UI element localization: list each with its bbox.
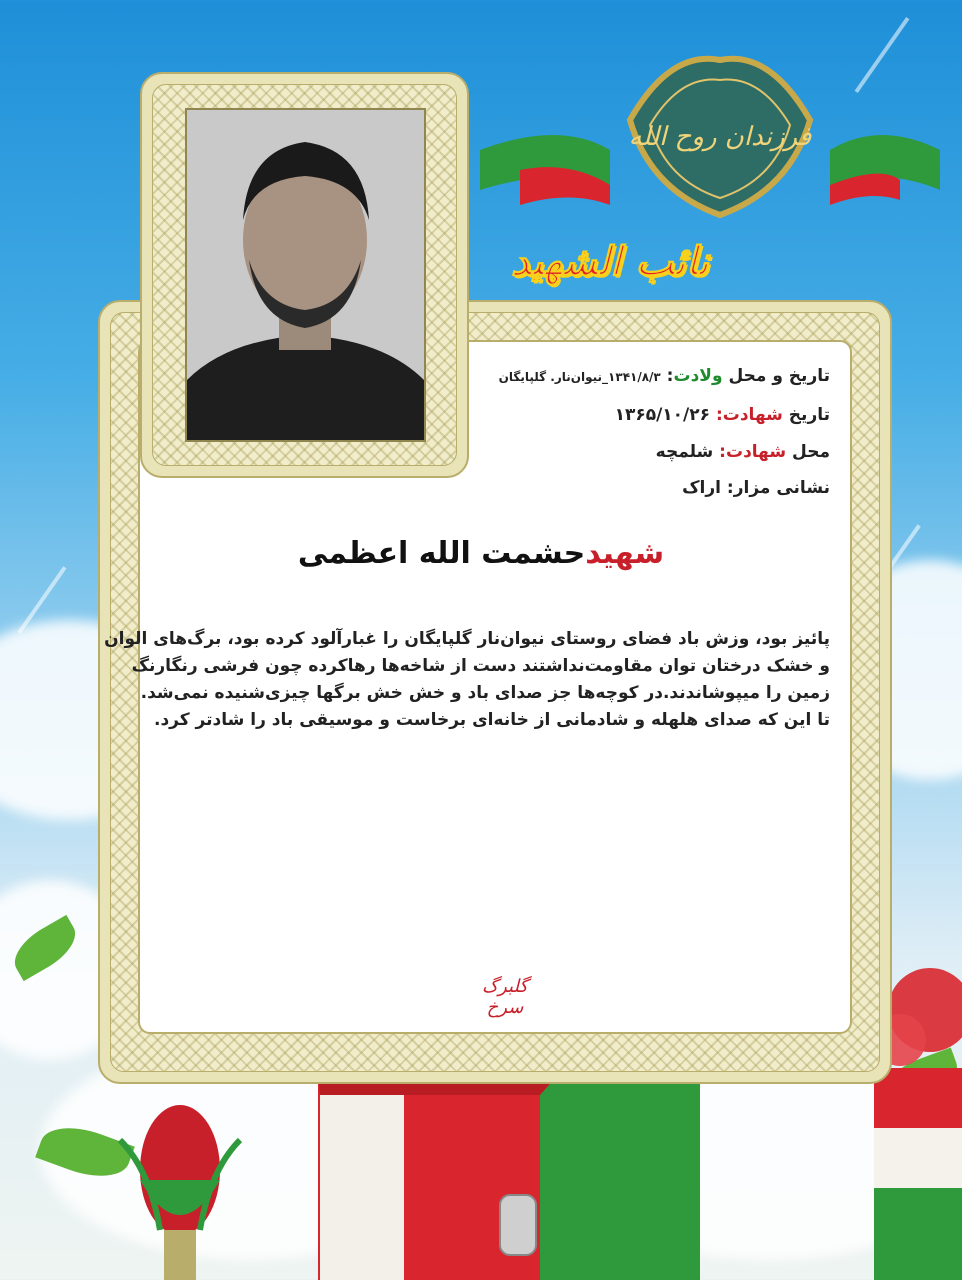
martyrdom-date-keyword: شهادت	[722, 405, 783, 425]
grave-label: نشانی مزار	[733, 478, 830, 498]
signature-logo: گلبرگ سرخ	[481, 976, 528, 1018]
emblem-text: فرزندان روح الله	[628, 122, 812, 152]
grave-value: اراک	[682, 478, 721, 498]
birth-info	[499, 366, 830, 386]
story-line: تا این که صدای هلهله و شادمانی از خانه‌ای برخاست و موسیقی باد را شادتر کرد.	[153, 710, 830, 730]
birth-keyword: ولادت	[673, 366, 723, 386]
nayeb-shahid-badge: نائب الشهید	[510, 238, 710, 285]
name-prefix: شهید	[585, 536, 665, 571]
martyrdom-place-value: شلمچه	[655, 442, 714, 462]
martyrdom-date-label: تاریخ	[782, 405, 830, 425]
portrait-silhouette-icon	[187, 110, 424, 440]
calligraphy-emblem-icon	[610, 40, 830, 230]
separator: :	[721, 478, 734, 498]
story-line: زمین را میپوشاندند.در کوچه‌ها جز صدای باد و خش خش برگها چیزی‌شنیده نمی‌شد.	[140, 683, 830, 703]
separator: :	[710, 405, 723, 425]
story-line: و خشک درختان توان مقاومت‌نداشتند دست از شاخه‌ها رهاکرده چون فرشی رنگارنگ	[131, 656, 830, 676]
grave-info	[682, 478, 830, 498]
birth-value: ۱۳۴۱/۸/۳_نیوان‌نار. گلپایگان	[498, 370, 661, 384]
birth-label: تاریخ و محل	[722, 366, 830, 386]
portrait-photo	[185, 108, 426, 442]
full-name: حشمت الله اعظمی	[297, 536, 586, 571]
story-line: پائیز بود، وزش باد فضای روستای نیوان‌نار گلپایگان را غبارآلود کرده بود، برگ‌های الوان	[104, 629, 830, 649]
biography-text	[104, 626, 830, 734]
martyrdom-place-info	[656, 442, 830, 462]
separator: :	[660, 366, 674, 386]
martyrdom-place-label: محل	[786, 442, 830, 462]
martyrdom-date-value: ۱۳۶۵/۱۰/۲۶	[614, 405, 711, 425]
martyrdom-place-keyword: شهادت	[725, 442, 787, 462]
martyr-name-title	[0, 536, 962, 571]
martyrdom-date-info	[615, 405, 830, 425]
separator: :	[713, 442, 726, 462]
